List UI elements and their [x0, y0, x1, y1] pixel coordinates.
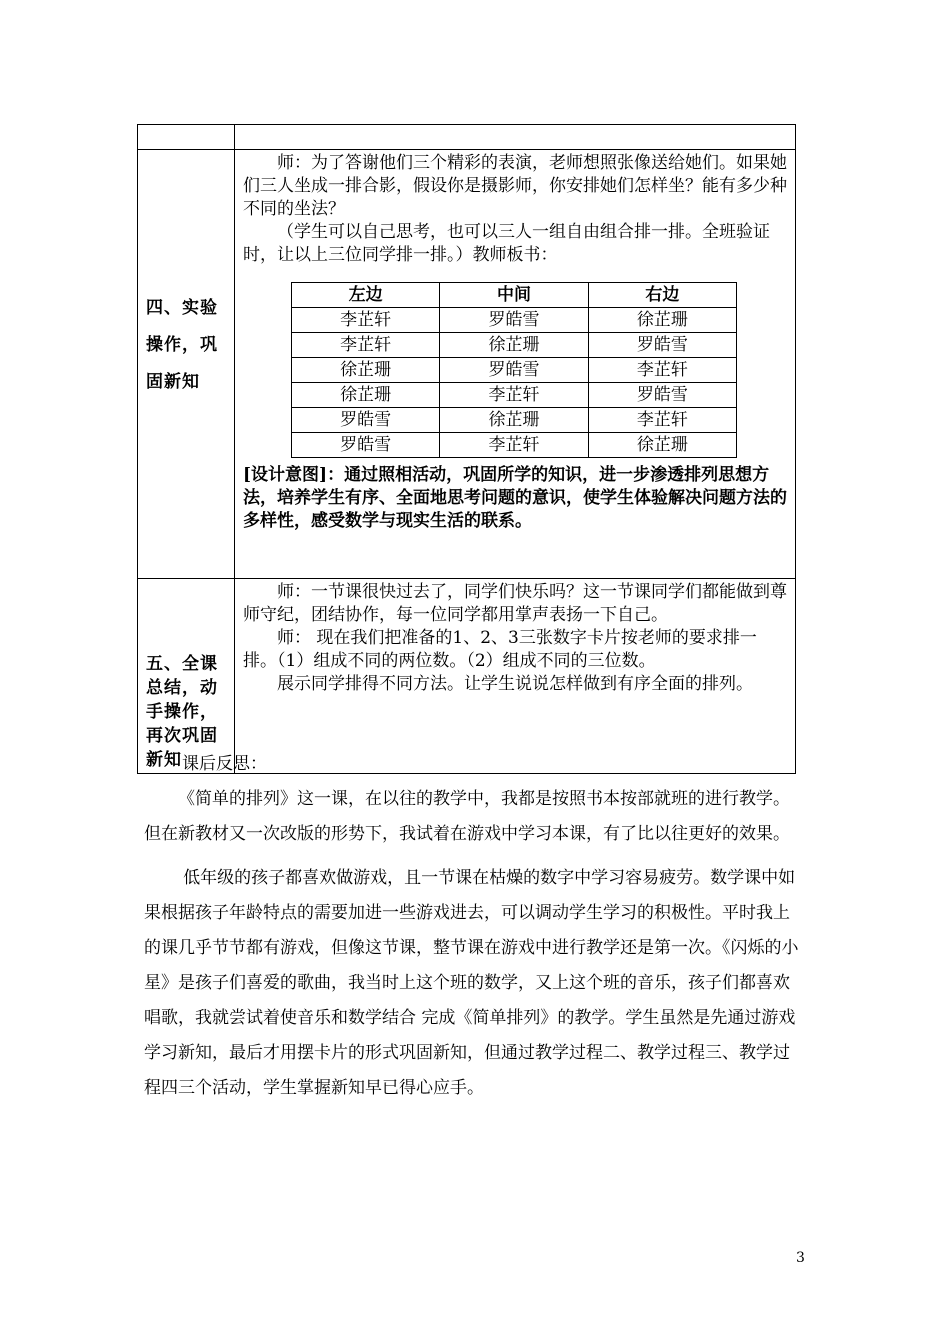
seating-row — [292, 408, 737, 433]
seating-row — [292, 358, 737, 383]
seat-cell: 徐芷珊 — [440, 408, 588, 433]
seat-cell: 李芷轩 — [440, 383, 588, 408]
stage5-body — [235, 579, 795, 696]
reflection-paragraph-2: 低年级的孩子都喜欢做游戏，且一节课在枯燥的数字中学习容易疲劳。数学课中如果根据孩子年龄特点的需要加进一些游戏进去，可以调动学生学习的积极性。平时我上的课几乎节节都有游戏，但像这节课，整节课在游戏中进行教学还是第一次。《闪烁的小星》是孩子们喜爱的歌曲，我当时上这个班的数学，又上这个班的音乐，孩子们都喜欢唱歌，我就尝试着使音乐和数学结合 完成《简单排列》的教学。学生虽然是先通过游戏学习新知，最后才用摆卡片的形式巩固新知，但通过教学过程二、教学过程三、教学过程四三个活动，学生掌握新知早已得心应手。 — [144, 868, 799, 1098]
stage5-paragraph-1: 师：一节课很快过去了，同学们快乐吗？这一节课同学们都能做到尊师守纪，团结协作，每一位同学都用掌声表扬一下自己。 — [243, 582, 787, 625]
header-right: 右边 — [588, 283, 736, 308]
seating-row — [292, 433, 737, 458]
reflection-paragraph-1: 《简单的排列》这一课，在以往的教学中，我都是按照书本按部就班的进行教学。但在新教材又一次改版的形势下，我试着在游戏中学习本课，有了比以往更好的效果。 — [144, 789, 790, 844]
empty-top-row — [138, 125, 796, 150]
seat-cell: 李芷轩 — [292, 333, 440, 358]
seat-cell: 徐芷珊 — [588, 433, 736, 458]
seat-cell: 罗皓雪 — [588, 333, 736, 358]
reflection-label: 课后反思： — [182, 754, 267, 774]
reflection-section — [144, 752, 806, 1106]
seating-row — [292, 308, 737, 333]
stage4-body — [235, 150, 795, 267]
seat-cell: 罗皓雪 — [440, 358, 588, 383]
seat-cell: 徐芷珊 — [440, 333, 588, 358]
stage4-paragraph-2: （学生可以自己思考，也可以三人一组自由组合排一排。全班验证时，让以上三位同学排一排。）教师板书： — [243, 222, 770, 265]
seat-cell: 徐芷珊 — [588, 308, 736, 333]
stage4-row — [138, 150, 796, 579]
stage5-content-cell — [235, 579, 796, 774]
seating-header-row — [292, 283, 737, 308]
seat-cell: 罗皓雪 — [292, 408, 440, 433]
header-middle: 中间 — [440, 283, 588, 308]
empty-content-cell — [235, 125, 796, 150]
seat-cell: 李芷轩 — [440, 433, 588, 458]
stage4-title-cell — [138, 150, 235, 579]
seat-cell: 罗皓雪 — [292, 433, 440, 458]
stage4-paragraph-1: 师：为了答谢他们三个精彩的表演，老师想照张像送给她们。如果她们三人坐成一排合影，假设你是摄影师，你安排她们怎样坐？能有多少种不同的坐法？ — [243, 153, 787, 219]
seat-cell: 李芷轩 — [588, 408, 736, 433]
lesson-plan-table — [137, 124, 796, 774]
empty-stage-cell — [138, 125, 235, 150]
seating-row — [292, 333, 737, 358]
design-intent: [设计意图]：通过照相活动，巩固所学的知识，进一步渗透排列思想方法，培养学生有序、全面地思考问题的意识，使学生体验解决问题方法的多样性，感受数学与现实生活的联系。 — [243, 465, 787, 531]
seat-cell: 罗皓雪 — [588, 383, 736, 408]
stage5-title: 五、全课总结，动手操作，再次巩固新知 — [146, 654, 218, 770]
stage5-paragraph-3: 展示同学排得不同方法。让学生说说怎样做到有序全面的排列。 — [277, 674, 753, 694]
seat-cell: 徐芷珊 — [292, 383, 440, 408]
seat-cell: 罗皓雪 — [440, 308, 588, 333]
seating-arrangement-table — [291, 282, 737, 458]
header-left: 左边 — [292, 283, 440, 308]
page-number: 3 — [796, 1250, 805, 1266]
seat-cell: 李芷轩 — [292, 308, 440, 333]
stage4-title: 四、实验操作，巩固新知 — [146, 297, 218, 392]
seat-cell: 徐芷珊 — [292, 358, 440, 383]
stage5-title-cell — [138, 579, 235, 774]
stage5-paragraph-2: 师： 现在我们把准备的1、2、3三张数字卡片按老师的要求排一排。（1）组成不同的两位数。（2）组成不同的三位数。 — [243, 628, 757, 671]
seat-cell: 李芷轩 — [588, 358, 736, 383]
stage5-row — [138, 579, 796, 774]
stage4-content-cell — [235, 150, 796, 579]
seating-row — [292, 383, 737, 408]
